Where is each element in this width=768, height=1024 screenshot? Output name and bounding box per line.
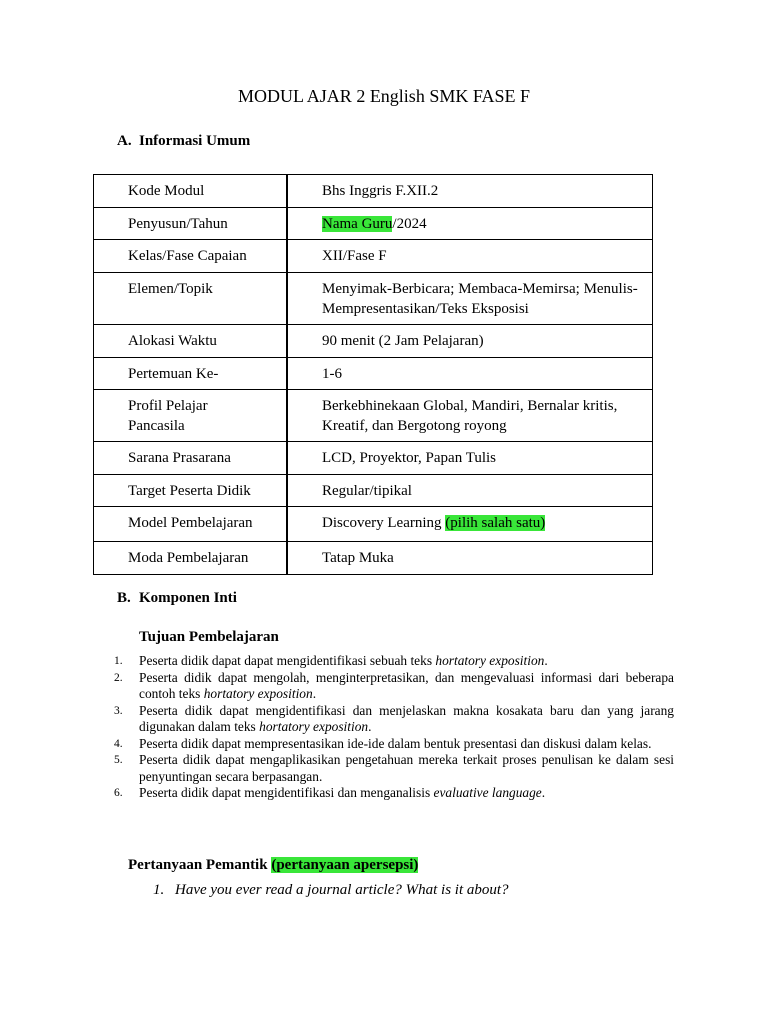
row-key: Elemen/Topik <box>94 273 288 325</box>
question-text: Have you ever read a journal article? What is it about? <box>175 882 509 898</box>
row-value <box>287 507 653 542</box>
value-text: Discovery Learning <box>322 515 446 531</box>
key-line: Pancasila <box>128 418 185 434</box>
value-text: /2024 <box>392 216 427 232</box>
item-end: . <box>544 653 548 668</box>
row-value <box>287 390 653 442</box>
row-value: 1-6 <box>287 358 653 390</box>
tujuan-heading: Tujuan Pembelajaran <box>139 629 279 645</box>
item-text: Peserta didik dapat mengidentifikasi dan menjelaskan makna kosakata baru dan yang jarang digunakan dalam teks <box>139 702 674 734</box>
row-value <box>287 208 653 240</box>
row-key: Penyusun/Tahun <box>94 208 288 240</box>
table-row <box>94 175 653 208</box>
highlight-text: Nama Guru <box>322 216 393 232</box>
section-b-heading <box>117 590 237 607</box>
value-line: Menyimak-Berbicara; Membaca-Memirsa; Menulis- <box>322 281 638 297</box>
list-number: 1. <box>114 655 123 667</box>
item-end: . <box>318 768 323 784</box>
row-key: Kelas/Fase Capaian <box>94 240 288 273</box>
item-text: Peserta didik dapat dapat mengidentifikasi sebuah teks <box>139 653 436 668</box>
item-italic: hortatory exposition <box>259 719 369 734</box>
item-italic: evaluative language <box>433 785 542 800</box>
table-row <box>94 542 653 575</box>
list-item <box>114 670 674 703</box>
row-value: Regular/tipikal <box>287 475 653 507</box>
item-end: . <box>648 735 652 751</box>
row-key: Kode Modul <box>94 175 288 208</box>
row-key <box>94 390 288 442</box>
list-number: 5. <box>114 754 123 766</box>
value-line: Kreatif, dan Bergotong royong <box>322 418 507 434</box>
item-text: Peserta didik dapat mengolah, menginterpretasikan, dan mengevaluasi informasi dari beberapa contoh teks <box>139 669 674 701</box>
item-text: Peserta didik dapat mengaplikasikan pengetahuan mereka terkait proses penulisan ke dalam sesi penyuntingan secara berpasangan <box>139 752 674 784</box>
list-number: 2. <box>114 671 123 684</box>
section-b-number: B. <box>117 590 131 606</box>
table-row <box>94 507 653 542</box>
highlight-text: (pertanyaan apersepsi) <box>271 857 419 873</box>
value-line: Berkebhinekaan Global, Mandiri, Bernalar kritis, <box>322 398 618 414</box>
table-row <box>94 475 653 507</box>
list-number: 6. <box>114 787 123 799</box>
question-item <box>153 882 509 899</box>
row-key: Target Peserta Didik <box>94 475 288 507</box>
row-key: Model Pembelajaran <box>94 507 288 542</box>
row-value: Bhs Inggris F.XII.2 <box>287 175 653 208</box>
document-title: MODUL AJAR 2 English SMK FASE F <box>237 86 531 106</box>
table-row <box>94 208 653 240</box>
row-value <box>287 273 653 325</box>
question-number: 1. <box>153 882 165 898</box>
list-item <box>114 736 674 753</box>
row-key: Pertemuan Ke- <box>94 358 288 390</box>
row-value: LCD, Proyektor, Papan Tulis <box>287 442 653 475</box>
section-a-heading <box>117 133 250 150</box>
item-end: . <box>541 785 546 800</box>
table-row <box>94 358 653 390</box>
row-key: Sarana Prasarana <box>94 442 288 475</box>
table-row <box>94 273 653 325</box>
row-key: Alokasi Waktu <box>94 325 288 358</box>
list-number: 4. <box>114 737 123 750</box>
highlight-text: (pilih salah satu) <box>445 515 546 531</box>
item-text: Peserta didik dapat mengidentifikasi dan menganalisis <box>139 785 434 800</box>
list-item <box>114 653 674 670</box>
pertanyaan-pemantik-heading <box>128 857 418 874</box>
item-text: Peserta didik dapat mempresentasikan ide-ide dalam bentuk presentasi dan diskusi dalam kelas <box>139 735 649 751</box>
section-a-number: A. <box>117 133 132 149</box>
item-end: . <box>312 686 317 701</box>
pemantik-label: Pertanyaan Pemantik <box>128 857 272 873</box>
list-item <box>114 703 674 736</box>
informasi-umum-table <box>93 174 653 575</box>
list-item <box>114 785 674 802</box>
table-row <box>94 390 653 442</box>
key-line: Profil Pelajar <box>128 398 208 414</box>
row-key: Moda Pembelajaran <box>94 542 288 575</box>
row-value: 90 menit (2 Jam Pelajaran) <box>287 325 653 358</box>
row-value: Tatap Muka <box>287 542 653 575</box>
table-row <box>94 442 653 475</box>
item-end: . <box>368 719 372 734</box>
section-a-label: Informasi Umum <box>139 133 251 149</box>
table-row <box>94 240 653 273</box>
item-italic: hortatory exposition <box>203 686 313 701</box>
table-row <box>94 325 653 358</box>
value-line: Mempresentasikan/Teks Eksposisi <box>322 301 529 317</box>
list-number: 3. <box>114 704 123 717</box>
item-italic: hortatory exposition <box>435 653 545 668</box>
row-value: XII/Fase F <box>287 240 653 273</box>
section-b-label: Komponen Inti <box>139 590 237 606</box>
tujuan-list <box>114 653 674 802</box>
list-item <box>114 752 674 785</box>
